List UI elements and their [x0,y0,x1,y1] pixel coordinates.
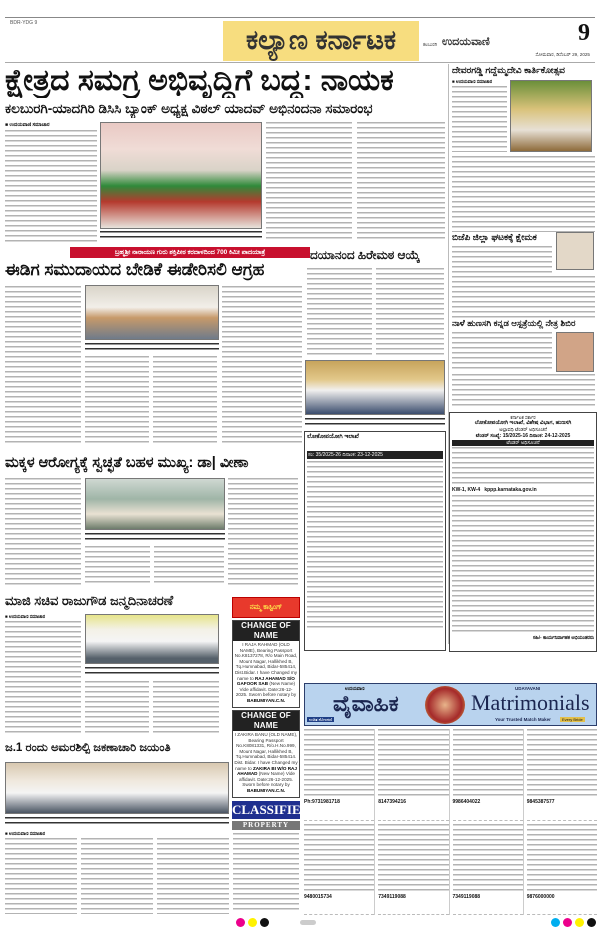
lead-byline: ■ ಉದಯವಾಣಿ ಸಮಾಚಾರ [5,122,50,128]
notice-left-dept: ಲೋಕೋಪಯೋಗಿ ಇಲಾಖೆ [307,434,359,440]
ediga-body-text-3 [153,356,217,446]
right-headline-2: ಬಿಜೆಪಿ ಜಿಲ್ಲಾ ಘಟಕಕ್ಕೆ ಕ್ಷೇಮಕ [452,232,537,242]
right-byline: ■ ಉದಯವಾಣಿ ಸಮಾಚಾರ [452,79,493,84]
matrimony-ad [304,824,374,916]
rajugowda-body-text-3 [153,681,219,735]
right-body-text-2 [452,156,595,232]
matrimony-ad-phone: 7349119088 [378,893,406,900]
ediga-body-text-4 [222,286,302,446]
ediga-body-text-2 [85,356,149,446]
notice-right-top: ಕರ್ನಾಟಕ ಸರ್ಕಾರ [510,415,536,420]
matrimony-ad-text [453,729,523,799]
property-header: PROPERTY [232,821,300,830]
notice-right-sub: ಅಲ್ಪಾವಧಿ ಟೆಂಡರ್ ಅಧಿಸೂಚನೆ [499,428,547,433]
matrimony-ad-text [453,824,523,894]
matrimony-column [527,729,597,915]
matrimony-ad-phone: 7349119088 [452,893,481,900]
health-body-text-4 [228,478,298,588]
portrait-photo-2 [556,332,594,372]
section-title: ಕಲ್ಯಾಣ ಕರ್ನಾಟಕ [245,25,396,55]
matrimony-ad [304,729,374,821]
lead-photo [100,122,262,229]
matrimony-badge: ಉಚಿತ ನೋಂದಣಿ [309,717,332,722]
right-body-text-4 [452,276,595,318]
change-of-name-ad-2 [232,710,300,798]
right-headline-1: ದೇವರಗಡ್ಡಿ ಗದ್ದೆಮ್ಮದೇವಿ ಕಾರ್ತಿಕೋತ್ಸವ [452,65,565,75]
matrimony-logo-icon [425,686,465,724]
lead-photo-caption [100,231,262,241]
ediga-photo [85,285,219,340]
matrimony-column [453,729,524,915]
paper-name: ಉದಯವಾಣಿ [442,36,490,48]
matrimony-column [378,729,449,915]
rajugowda-photo [85,614,219,664]
matrimony-ad-text [527,729,597,799]
property-ads-text [233,833,299,913]
lead-headline: ಕ್ಷೇತ್ರದ ಸಮಗ್ರ ಅಭಿವೃದ್ಧಿಗೆ ಬದ್ಧ: ನಾಯಕ [5,64,394,97]
change-of-name-notary: BABUMIYAN.C.N. [246,787,286,793]
change-of-name-tail: (New Name) Vide affidavit. Date:26-12-2025. Sworn before notary by [235,681,297,698]
portrait-photo-1 [556,232,594,270]
notice-right-number: ಟೆಂಡರ್ ಸಂಖ್ಯೆ: 15/2025-16 ದಿನಾಂಕ: 24-12-2025 [475,433,571,439]
change-of-name-title: CHANGE OF NAME [233,621,299,641]
page-date: ಸೋಮವಾರ, ಡಿಸೆಂಬರ್ 29, 2025 [535,52,590,57]
change-of-name-title: CHANGE OF NAME [233,711,299,731]
dayananda-headline: ದಯಾನಂದ ಹಿರೇಮಠ ಆಯ್ಕೆ [310,248,420,262]
dayananda-body-text-1 [307,268,372,356]
dayananda-photo-caption [305,418,445,428]
health-body-text-1 [5,478,81,586]
ediga-photo-caption [85,343,219,353]
tender-notice-left [304,431,446,651]
matrimony-ad-text [378,729,448,799]
right-headline-3: ನಾಳೆ ಹುಣಸಗಿ ಕನ್ನಡ ಆಸ್ಪತ್ರೆಯಲ್ಲಿ ನೇತ್ರ ಶಿಬಿರ [452,318,576,328]
health-headline: ಮಕ್ಕಳ ಆರೋಗ್ಯಕ್ಕೆ ಸ್ವಚ್ಛತೆ ಬಹಳ ಮುಖ್ಯ: ಡಾ| ವೀಣಾ [5,455,249,471]
section-masthead [223,21,419,61]
notice-right-text-1 [452,447,594,487]
page-number: 9 [578,20,590,46]
right-body-text-5 [452,332,552,372]
health-body-text-3 [154,546,224,586]
matrimony-brand-small: ಉದಯವಾಣಿ [345,686,365,691]
notice-right-text-2 [452,495,594,635]
health-photo-caption [85,533,225,543]
notice-left-number: ಸಂ: 35/2025-26 ದಿನಾಂಕ: 23-12-2025 [307,451,443,459]
matrimony-ad-text [304,824,374,894]
matrimony-ad [453,824,523,916]
rajugowda-photo-caption [85,667,219,677]
right-body-text-3 [452,246,552,274]
matrimony-ad-phone: 9986404022 [452,799,481,805]
matrimony-ad-text [527,824,597,894]
matrimony-ad-text [304,729,374,799]
notice-right-url[interactable]: kppp.karnataka.gov.in [484,487,537,493]
matrimony-ad-phone: 9845387577 [526,799,555,805]
rajugowda-headline: ಮಾಜಿ ಸಚಿವ ರಾಜುಗೌಡ ಜನ್ಮದಿನಾಚರಣೆ [5,593,174,608]
lead-body-text-3 [357,122,445,242]
matrimony-ad [378,824,448,916]
rajugowda-body-text-2 [85,681,149,735]
matrimony-ad-phone: 8147394216 [378,799,407,805]
matrimony-ad [527,824,597,916]
matrimony-title: Matrimonials [471,690,590,715]
change-of-name-ad-1 [232,620,300,708]
lead-subhead: ಕಲಬುರಗಿ-ಯಾದಗಿರಿ ಡಿಸಿಸಿ ಬ್ಯಾಂಕ್ ಅಧ್ಯಕ್ಷ ವಿಠಲ್ ಯಾದವ್ ಅಭಿನಂದನಾ ಸಮಾರಂಭ [5,101,373,116]
matrimony-ad [453,729,523,821]
casting-ad-text: ನಮ್ಮ ಕಾಸ್ಟಿಂಗ್ [249,603,283,611]
page-code: BDR-YDG 9 [10,20,38,26]
ediga-body-text-1 [5,286,81,446]
dayananda-body-text-2 [376,268,444,356]
matrimony-tagline: Your Trusted Match Maker [495,717,551,722]
notice-left-text [307,461,443,631]
notice-right-sign: ಸಹಿ/- ಕಾರ್ಯನಿರ್ವಾಹಕ ಅಭಿಯಂತರರು [532,636,594,641]
rajugowda-byline: ■ ಉದಯವಾಣಿ ಸಮಾಚಾರ [5,614,46,619]
matrimony-banner [304,683,597,726]
jakkana-body-text-2 [81,838,153,914]
jakkana-byline: ■ ಉದಯವಾಣಿ ಸಮಾಚಾರ [5,831,46,836]
right-body-text-1 [452,86,507,152]
jakkana-photo-caption [5,817,229,827]
rajugowda-body-text-1 [5,621,81,735]
matrimony-tagline-2: Every Bride [562,717,583,722]
lead-body-text [5,130,97,242]
matrimony-ad-text [378,824,448,894]
ediga-kicker: ಬ್ರಹ್ಮಶ್ರೀ ನಾರಾಯಣ ಗುರು ಶಕ್ತಿಪೀಠ ಕರದಾಳದಿಂದ 700 ಕಿಮೀ ಪಾದಯಾತ್ರೆ [70,247,310,258]
notice-right-codes: KW-1, KW-4 [452,487,481,493]
matrimony-kannada-title: ವೈವಾಹಿಕ [333,691,399,716]
matrimony-column [304,729,375,915]
dayananda-photo [305,360,445,415]
right-body-text-6 [452,374,595,408]
matrimony-ad-phone: Ph:9731981718 [304,799,340,805]
temple-photo [510,80,592,152]
notice-right-dept: ಲೋಕೋಪಯೋಗಿ ಇಲಾಖೆ, ವಿಶೇಷ ವಿಭಾಗ, ಹುಣಸಗಿ [474,420,572,426]
jakkana-body-text-3 [157,838,229,914]
matrimony-listings [304,729,597,915]
matrimony-ad [378,729,448,821]
tender-notice-right [449,412,597,652]
jakkana-body-text-1 [5,838,77,914]
paper-edition: ಕಲಬುರಗಿ [423,42,438,47]
change-of-name-new: RAJ AHAMAD S/O GAFOOR SAB [236,675,295,687]
health-body-text-2 [85,546,150,586]
matrimony-ad-phone: 9480015734 [304,893,332,900]
casting-ad [232,597,300,618]
jakkana-headline: ಜ.1 ರಂದು ಅಮರಶಿಲ್ಪಿ ಜಕಣಾಚಾರಿ ಜಯಂತಿ [5,742,171,754]
matrimony-ad-phone: 9876000000 [526,893,555,900]
notice-right-bar: ಟೆಂಡರ್ ಅಧಿಸೂಚನೆ [452,440,594,446]
change-of-name-tail: (New Name) Vide affidavit. Date:26-12-2025. Sworn before notary by [238,771,295,788]
health-photo [85,478,225,530]
matrimony-brand-en: UDAYAVANI [515,686,541,691]
change-of-name-body: I RAJA RAHMAD (OLD NAME), Bearing Passport No.K8137278, R/o Main Road, Mount Nagar, Hallikhed B, Tq.Humnabad, Bidar-585414, Dist.Bidar. I have Changed my name to [234,642,298,681]
jakkana-photo [5,762,229,814]
change-of-name-new: ZAKIRA BI W/O RAJ AHAMAD [237,765,297,777]
lead-body-text-2 [266,122,352,242]
change-of-name-notary: BABUMIYAN.C.N. [246,697,286,703]
classified-header: CLASSIFIED [232,802,311,817]
matrimony-ad [527,729,597,821]
ediga-headline: ಈಡಿಗ ಸಮುದಾಯದ ಬೇಡಿಕೆ ಈಡೇರಿಸಲಿ ಆಗ್ರಹ [5,260,265,279]
change-of-name-body: I ZAKIRA BANU (OLD NAME), Bearing Passport No.K8081331, R/o.H.No.999, Mount Nagar, Hallikhed B, Tq.Humnabad, Bidar-585414. Dist. Bidar. I have Changed my name to [234,732,298,771]
